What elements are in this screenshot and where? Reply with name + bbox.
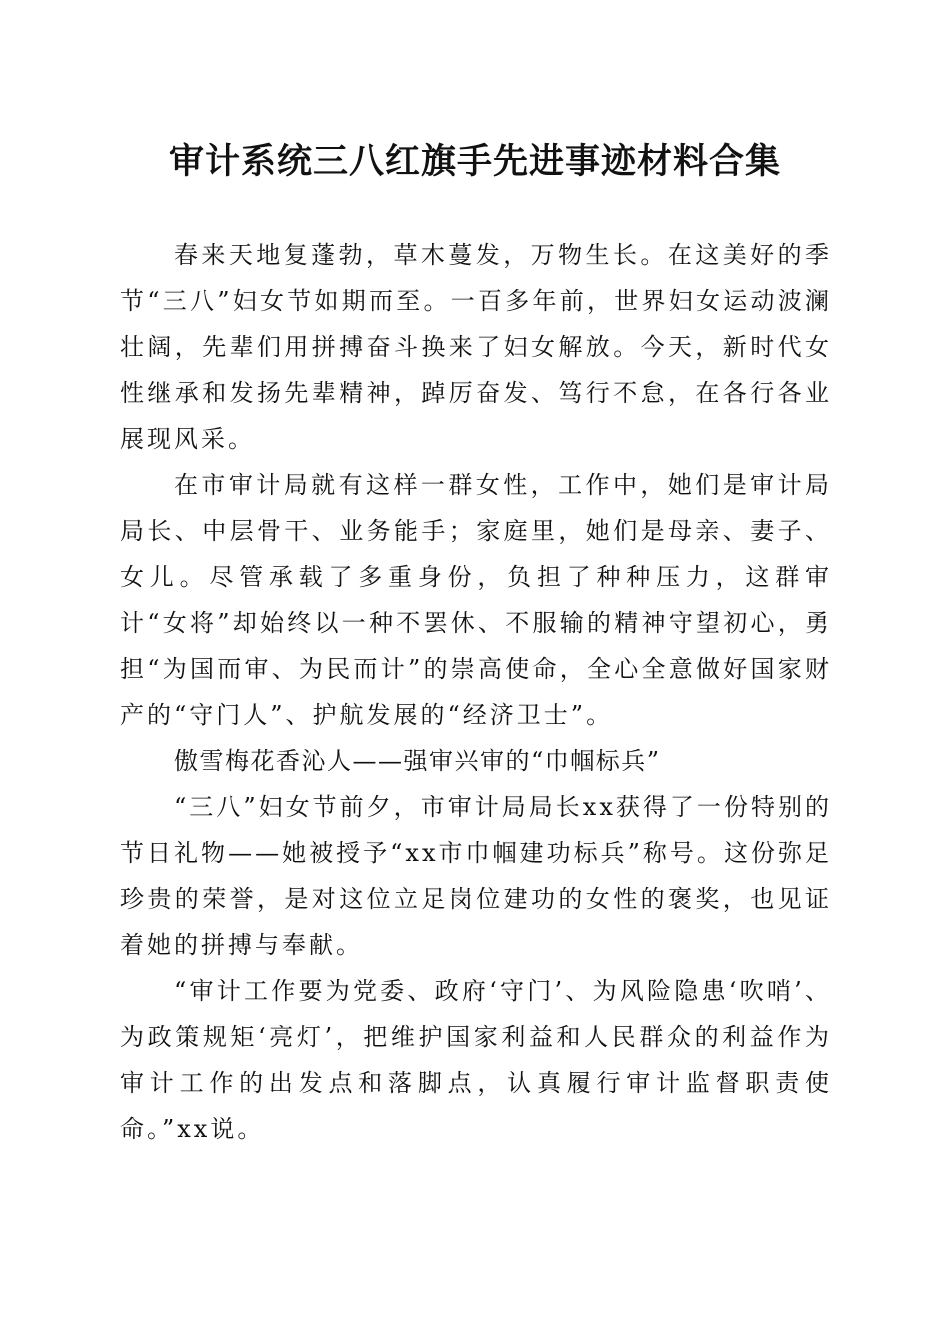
paragraph-award: “三八”妇女节前夕，市审计局局长xx获得了一份特别的节日礼物——她被授予“xx市巾帼建功标兵”称号。这份弥足珍贵的荣誉，是对这位立足岗位建功的女性的褒奖，也见证着她的拼搏与奉献。 <box>120 793 832 959</box>
paragraph-audit-women: 在市审计局就有这样一群女性，工作中，她们是审计局局长、中层骨干、业务能手；家庭里，她们是母亲、妻子、女儿。尽管承载了多重身份，负担了种种压力，这群审计“女将”却始终以一种不罢休、不服输的精神守望初心，勇担“为国而审、为民而计”的崇高使命，全心全意做好国家财产的“守门人”、护航发展的“经济卫士”。 <box>120 471 832 729</box>
paragraph-quote: “审计工作要为党委、政府‘守门’、为风险隐患‘吹哨’、为政策规矩‘亮灯’，把维护国家利益和人民群众的利益作为审计工作的出发点和落脚点，认真履行审计监督职责使命。”xx说。 <box>120 977 832 1143</box>
document-title: 审计系统三八红旗手先进事迹材料合集 <box>168 141 781 182</box>
section-heading: 傲雪梅花香沁人——强审兴审的“巾帼标兵” <box>174 747 661 775</box>
paragraph-intro: 春来天地复蓬勃，草木蔓发，万物生长。在这美好的季节“三八”妇女节如期而至。一百多年前，世界妇女运动波澜壮阔，先辈们用拼搏奋斗换来了妇女解放。今天，新时代女性继承和发扬先辈精神，踔厉奋发、笃行不怠，在各行各业展现风采。 <box>120 241 832 453</box>
document-body <box>120 232 832 1152</box>
